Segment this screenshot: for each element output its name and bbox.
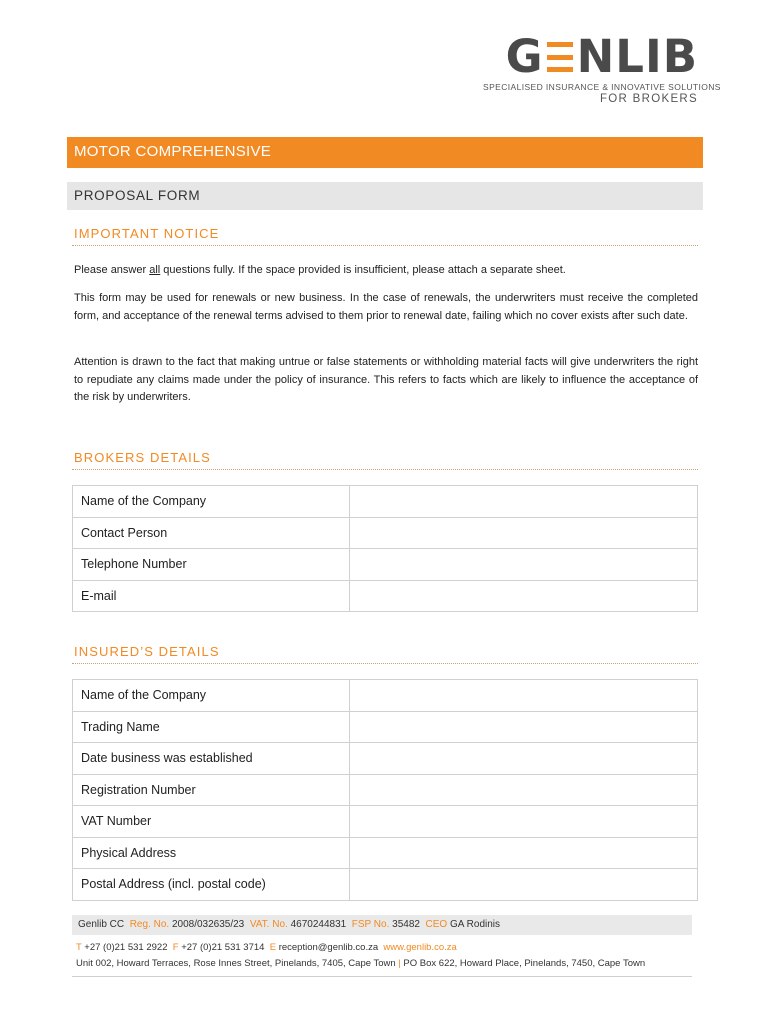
- footer-fsp-value: 35482: [392, 919, 420, 930]
- notice-p1-underlined: all: [149, 264, 161, 276]
- table-row: [73, 517, 698, 549]
- logo-e-bars-icon: [547, 42, 573, 72]
- field-label: Name of the Company: [73, 486, 350, 518]
- footer-ceo-label: CEO: [425, 919, 448, 930]
- table-row: [73, 869, 698, 901]
- logo-letter-g: G: [505, 30, 544, 83]
- brokers-details-table: [72, 485, 698, 612]
- footer-tel-label: T: [76, 942, 82, 953]
- field-label: Date business was established: [73, 743, 350, 775]
- form-title-banner: MOTOR COMPREHENSIVE: [67, 137, 703, 168]
- footer-company: Genlib CC: [78, 919, 125, 930]
- table-row: [73, 711, 698, 743]
- insured-details-heading: INSURED’S DETAILS: [74, 644, 220, 659]
- insured-registration-number-field[interactable]: [350, 774, 698, 806]
- field-label: Contact Person: [73, 517, 350, 549]
- footer-reg-value: 2008/032635/23: [171, 919, 245, 930]
- field-label: E-mail: [73, 580, 350, 612]
- logo-tagline-brokers: FOR BROKERS: [599, 93, 698, 105]
- footer-email-label: E: [269, 942, 277, 953]
- section-divider: [72, 469, 698, 470]
- notice-p1-text-end: questions fully. If the space provided is insufficient, please attach a separate sheet.: [160, 264, 566, 276]
- table-row: [73, 580, 698, 612]
- broker-telephone-field[interactable]: [350, 549, 698, 581]
- footer-ceo-value: GA Rodinis: [449, 919, 501, 930]
- footer-company-info: [72, 915, 692, 935]
- field-label: Registration Number: [73, 774, 350, 806]
- insured-trading-name-field[interactable]: [350, 711, 698, 743]
- footer-vat-label: VAT. No.: [249, 919, 288, 930]
- insured-company-name-field[interactable]: [350, 680, 698, 712]
- table-row: [73, 680, 698, 712]
- logo-tagline: SPECIALISED INSURANCE & INNOVATIVE SOLUTIONS: [483, 82, 721, 92]
- footer-reg-label: Reg. No.: [129, 919, 170, 930]
- insured-vat-number-field[interactable]: [350, 806, 698, 838]
- broker-company-name-field[interactable]: [350, 486, 698, 518]
- footer-postal-address: PO Box 622, Howard Place, Pinelands, 7450, Cape Town: [403, 958, 646, 969]
- field-label: Trading Name: [73, 711, 350, 743]
- table-row: [73, 549, 698, 581]
- footer-fax-label: F: [172, 942, 179, 953]
- notice-paragraph-2: This form may be used for renewals or new business. In the case of renewals, the underwriters must receive the completed form, and acceptance of the renewal terms advised to them prior to renewal date, failing which no cover exists after such date.: [74, 292, 698, 322]
- insured-date-established-field[interactable]: [350, 743, 698, 775]
- footer-fax-value: +27 (0)21 531 3714: [181, 942, 265, 953]
- section-divider: [72, 245, 698, 246]
- brokers-details-heading: BROKERS DETAILS: [74, 450, 211, 465]
- field-label: Name of the Company: [73, 680, 350, 712]
- footer-tel-value: +27 (0)21 531 2922: [84, 942, 168, 953]
- section-divider: [72, 663, 698, 664]
- insured-physical-address-field[interactable]: [350, 837, 698, 869]
- insured-postal-address-field[interactable]: [350, 869, 698, 901]
- logo-letters-nlib: NLIB: [576, 30, 698, 83]
- table-row: [73, 837, 698, 869]
- table-row: [73, 774, 698, 806]
- field-label: Postal Address (incl. postal code): [73, 869, 350, 901]
- footer-divider: [72, 976, 692, 977]
- notice-paragraph-1: [74, 262, 698, 280]
- genlib-logo: [483, 30, 721, 105]
- field-label: Physical Address: [73, 837, 350, 869]
- important-notice-heading: IMPORTANT NOTICE: [74, 226, 220, 241]
- notice-p1-text: Please answer: [74, 264, 150, 276]
- field-label: Telephone Number: [73, 549, 350, 581]
- footer-vat-value: 4670244831: [290, 919, 347, 930]
- footer-physical-address: Unit 002, Howard Terraces, Rose Innes Street, Pinelands, 7405, Cape Town: [76, 958, 396, 969]
- form-subtitle-banner: PROPOSAL FORM: [67, 182, 703, 210]
- logo-wordmark: [483, 30, 698, 83]
- table-row: [73, 743, 698, 775]
- insured-details-table: [72, 679, 698, 901]
- footer-email-link[interactable]: reception@genlib.co.za: [278, 942, 379, 953]
- broker-contact-person-field[interactable]: [350, 517, 698, 549]
- footer-fsp-label: FSP No.: [351, 919, 390, 930]
- footer-address-line: [76, 958, 645, 969]
- table-row: [73, 806, 698, 838]
- footer-website-link[interactable]: www.genlib.co.za: [383, 942, 457, 953]
- footer-contact-line: [76, 942, 457, 953]
- field-label: VAT Number: [73, 806, 350, 838]
- table-row: [73, 486, 698, 518]
- notice-paragraph-3: Attention is drawn to the fact that making untrue or false statements or withholding material facts will give underwriters the right to repudiate any claims made under the policy of insurance. This refers to facts which are likely to influence the acceptance of the risk by underwriters.: [74, 356, 698, 403]
- broker-email-field[interactable]: [350, 580, 698, 612]
- footer-separator: |: [398, 958, 401, 969]
